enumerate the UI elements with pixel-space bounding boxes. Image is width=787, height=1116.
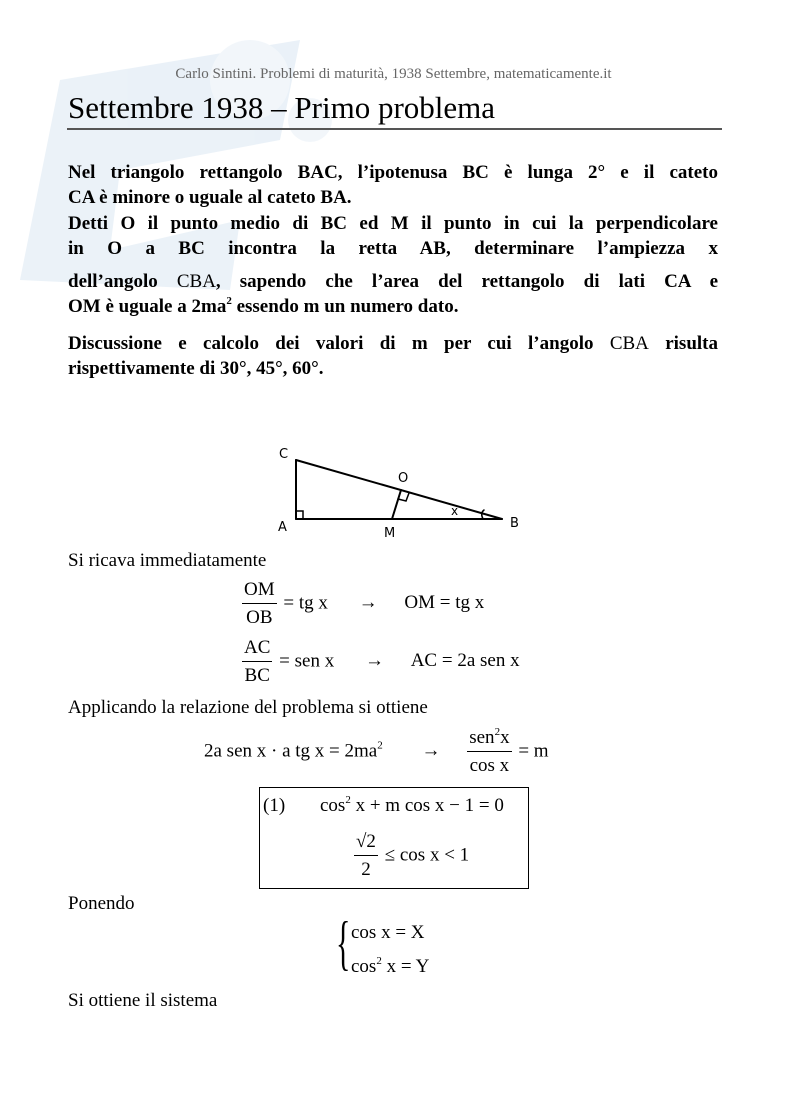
ponendo-text: Ponendo <box>68 893 135 914</box>
triangle-figure <box>270 435 530 545</box>
problem-line: Nel triangolo rettangolo BAC, l’ipotenusa BC è lunga 2° e il cateto <box>68 162 718 183</box>
problem-line: Discussione e calcolo dei valori di m per cui l’angolo CBA risulta <box>68 333 718 354</box>
figure-label-a: A <box>278 520 287 535</box>
figure-label-b: B <box>510 516 519 531</box>
document-source-header: Carlo Sintini. Problemi di maturità, 1938 Settembre, matematicamente.it <box>175 66 612 82</box>
problem-line: Detti O il punto medio di BC ed M il punto in cui la perpendicolare <box>68 213 718 234</box>
final-text: Si ottiene il sistema <box>68 990 218 1011</box>
fraction: $\frac{OM}{OB}$ <box>244 579 275 628</box>
segment-om <box>392 490 401 519</box>
figure-label-c: C <box>279 447 289 462</box>
problem-line: dell’angolo CBA, sapendo che l’area del rettangolo di lati CA e <box>68 271 719 292</box>
problem-line: in O a BC incontra la retta AB, determinare l’ampiezza x <box>68 238 718 259</box>
fraction: $\frac{√2}{2}$ <box>356 831 376 880</box>
system-brace: { <box>336 910 351 976</box>
box-equation: $\cos^2 x + m$ cos x − 1 = 0 <box>320 794 504 816</box>
hypotenuse-bc <box>296 460 502 519</box>
problem-line: CA è minore o uguale al cateto BA. <box>68 187 352 208</box>
equation-3: 2a sen x · a tg $x = 2ma^2$ → $\frac{sen^2x}{\text{cos x}}$ = m <box>204 726 549 776</box>
problem-paragraph-2 <box>68 211 718 319</box>
figure-label-m: M <box>384 526 396 541</box>
right-angle-a <box>296 511 303 519</box>
problem-paragraph-3 <box>68 331 718 381</box>
title-divider <box>67 128 722 130</box>
problem-paragraph-1 <box>68 160 718 210</box>
fraction: $\frac{AC}{BC}$ <box>244 637 271 686</box>
box-inequality: $\frac{√2}{2}$ ≤ cos x < 1 <box>356 831 470 880</box>
problem-line: OM è uguale a $2ma^2$ essendo m un numero dato. <box>68 295 459 317</box>
solution-apply: Applicando la relazione del problema si ottiene <box>68 697 428 718</box>
figure-label-x: x <box>451 504 459 518</box>
figure-label-o: O <box>398 471 409 486</box>
box-label: (1) <box>263 795 286 816</box>
solution-intro: Si ricava immediatamente <box>68 550 267 571</box>
fraction: $\frac{sen^2x}{\text{cos x}}$ <box>469 726 510 776</box>
equation-1: $\frac{OM}{OB}$ = tg x → OM = tg x <box>244 579 485 628</box>
system-line-2: $\cos^2 x = Y$ <box>351 955 430 977</box>
page-title: Settembre 1938 – Primo problema <box>68 90 496 125</box>
system-line-1: cos x = X <box>351 922 425 943</box>
problem-line: rispettivamente di 30°, 45°, 60°. <box>68 358 324 379</box>
equation-2: $\frac{AC}{BC}$ = sen x → AC = 2a sen x <box>244 637 520 686</box>
